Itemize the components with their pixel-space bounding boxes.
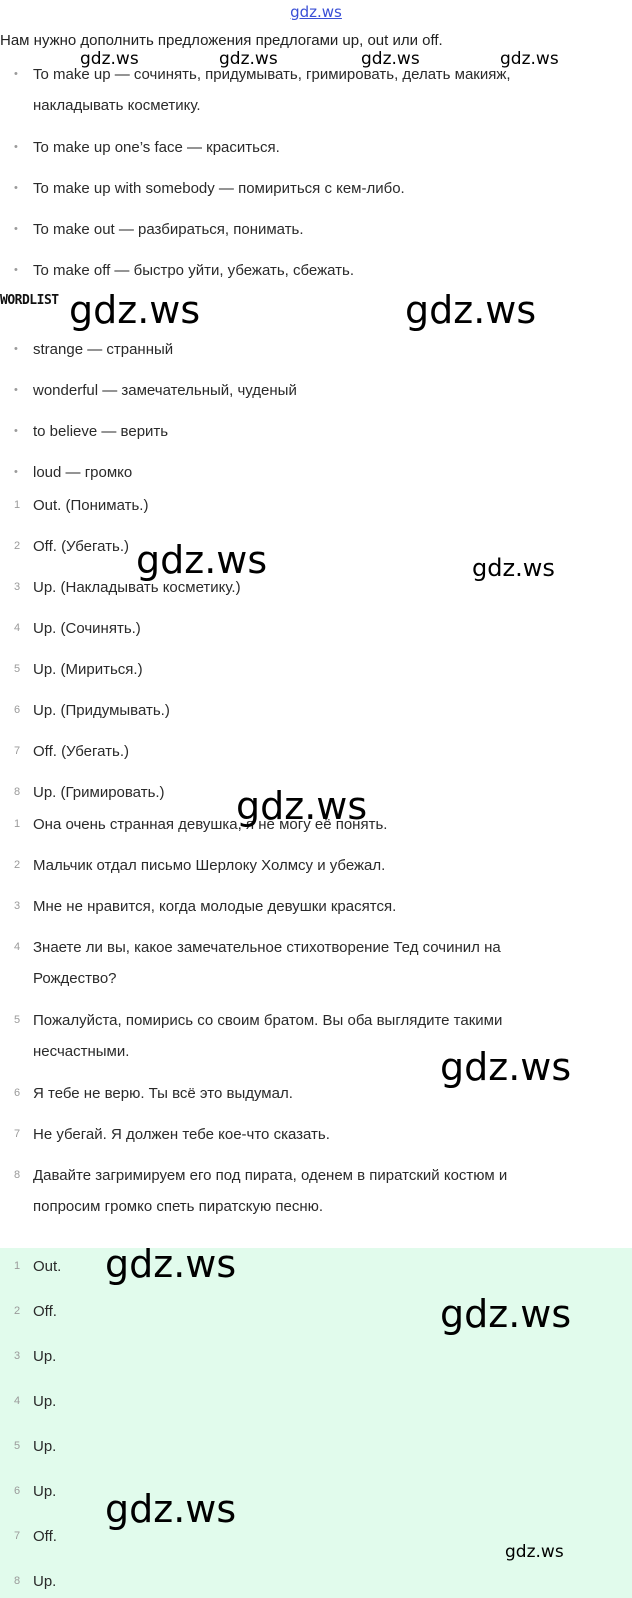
item-number: 1 xyxy=(14,499,21,511)
item-text: Up. (Придумывать.) xyxy=(33,702,170,719)
watermark: gdz.ws xyxy=(136,538,268,582)
watermark: gdz.ws xyxy=(440,1045,572,1089)
item-number: 1 xyxy=(14,818,21,830)
item-number: 7 xyxy=(14,745,21,757)
item-number: 8 xyxy=(14,1169,21,1181)
watermark: gdz.ws xyxy=(500,49,559,69)
item-text: Up. xyxy=(33,1573,57,1590)
bullet-icon: • xyxy=(14,466,18,478)
watermark: gdz.ws xyxy=(505,1542,564,1562)
item-text: To make out — разбираться, понимать. xyxy=(33,221,304,238)
item-text: To make up — сочинять, придумывать, гримировать, делать макияж, xyxy=(33,66,511,83)
final-answer-item xyxy=(0,1476,600,1507)
item-text: Up. xyxy=(33,1393,57,1410)
item-number: 7 xyxy=(14,1530,21,1542)
watermark: gdz.ws xyxy=(219,49,278,69)
item-number: 4 xyxy=(14,622,21,634)
wordlist-item xyxy=(0,375,600,406)
item-number: 5 xyxy=(14,663,21,675)
item-text: loud — громко xyxy=(33,464,133,481)
item-text: Out. (Понимать.) xyxy=(33,497,149,514)
item-text: Off. xyxy=(33,1528,57,1545)
answer-item xyxy=(0,736,600,767)
item-number: 8 xyxy=(14,1575,21,1587)
item-number: 6 xyxy=(14,1485,21,1497)
definition-item xyxy=(0,132,600,163)
item-text: Знаете ли вы, какое замечательное стихотворение Тед сочинил на xyxy=(33,939,501,956)
final-answer-item xyxy=(0,1386,600,1417)
item-text: Up. xyxy=(33,1348,57,1365)
item-number: 6 xyxy=(14,704,21,716)
definition-item xyxy=(0,214,600,245)
item-number: 1 xyxy=(14,1260,21,1272)
bullet-icon: • xyxy=(14,68,18,80)
translation-item xyxy=(0,891,600,922)
item-number: 2 xyxy=(14,1305,21,1317)
item-number: 4 xyxy=(14,941,21,953)
translation-item xyxy=(0,1160,600,1222)
item-text: Не убегай. Я должен тебе кое-что сказать. xyxy=(33,1126,330,1143)
answer-item xyxy=(0,695,600,726)
item-text: Она очень странная девушка, я не могу её понять. xyxy=(33,816,388,833)
final-answer-item xyxy=(0,1431,600,1462)
watermark: gdz.ws xyxy=(80,49,139,69)
definition-item xyxy=(0,173,600,204)
translation-item xyxy=(0,850,600,881)
wordlist-item xyxy=(0,416,600,447)
wordlist-heading: WORDLIST xyxy=(0,293,59,308)
item-number: 5 xyxy=(14,1440,21,1452)
item-text: Up. (Накладывать косметику.) xyxy=(33,579,241,596)
item-text: wonderful — замечательный, чуденый xyxy=(33,382,297,399)
bullet-icon: • xyxy=(14,384,18,396)
watermark: gdz.ws xyxy=(440,1292,572,1336)
watermark: gdz.ws xyxy=(361,49,420,69)
item-number: 4 xyxy=(14,1395,21,1407)
item-text: попросим громко спеть пиратскую песню. xyxy=(33,1198,324,1215)
item-text: Out. xyxy=(33,1258,62,1275)
item-number: 5 xyxy=(14,1014,21,1026)
bullet-icon: • xyxy=(14,425,18,437)
item-text: Up. xyxy=(33,1438,57,1455)
item-text: Off. xyxy=(33,1303,57,1320)
bullet-icon: • xyxy=(14,264,18,276)
watermark: gdz.ws xyxy=(472,554,555,582)
watermark: gdz.ws xyxy=(236,784,368,828)
translation-item xyxy=(0,1119,600,1150)
watermark: gdz.ws xyxy=(105,1242,237,1286)
wordlist-item xyxy=(0,457,600,488)
answer-item xyxy=(0,613,600,644)
answer-item xyxy=(0,490,600,521)
item-text: Up. (Мириться.) xyxy=(33,661,143,678)
item-text: strange — странный xyxy=(33,341,174,358)
item-text: Пожалуйста, помирись со своим братом. Вы оба выглядите такими xyxy=(33,1012,503,1029)
translation-item xyxy=(0,932,600,994)
item-number: 7 xyxy=(14,1128,21,1140)
item-text: Мне не нравится, когда молодые девушки красятся. xyxy=(33,898,397,915)
item-text: Off. (Убегать.) xyxy=(33,538,130,555)
item-text: Up. (Гримировать.) xyxy=(33,784,165,801)
final-answer-item xyxy=(0,1341,600,1372)
item-text: Рождество? xyxy=(33,970,117,987)
item-text: несчастными. xyxy=(33,1043,130,1060)
final-answer-item xyxy=(0,1566,600,1597)
wordlist-item xyxy=(0,334,600,365)
bullet-icon: • xyxy=(14,343,18,355)
bullet-icon: • xyxy=(14,223,18,235)
item-text: Up. xyxy=(33,1483,57,1500)
item-text: Мальчик отдал письмо Шерлоку Холмсу и убежал. xyxy=(33,857,386,874)
watermark: gdz.ws xyxy=(69,288,201,332)
item-number: 2 xyxy=(14,859,21,871)
site-logo-link[interactable]: gdz.ws xyxy=(290,3,342,21)
item-text: To make up with somebody — помириться с кем-либо. xyxy=(33,180,405,197)
item-number: 6 xyxy=(14,1087,21,1099)
item-text: накладывать косметику. xyxy=(33,97,201,114)
item-text: Я тебе не верю. Ты всё это выдумал. xyxy=(33,1085,293,1102)
item-text: To make off — быстро уйти, убежать, сбежать. xyxy=(33,262,354,279)
definition-item xyxy=(0,255,600,286)
item-number: 3 xyxy=(14,900,21,912)
item-number: 3 xyxy=(14,1350,21,1362)
item-number: 3 xyxy=(14,581,21,593)
item-number: 2 xyxy=(14,540,21,552)
item-text: Up. (Сочинять.) xyxy=(33,620,141,637)
intro-text: Нам нужно дополнить предложения предлогами up, out или off. xyxy=(0,32,443,49)
bullet-icon: • xyxy=(14,141,18,153)
final-answer-item xyxy=(0,1251,600,1282)
watermark: gdz.ws xyxy=(105,1487,237,1531)
item-text: Давайте загримируем его под пирата, оденем в пиратский костюм и xyxy=(33,1167,508,1184)
item-text: To make up one’s face — краситься. xyxy=(33,139,280,156)
bullet-icon: • xyxy=(14,182,18,194)
answer-item xyxy=(0,654,600,685)
item-number: 8 xyxy=(14,786,21,798)
watermark: gdz.ws xyxy=(405,288,537,332)
item-text: to believe — верить xyxy=(33,423,169,440)
item-text: Off. (Убегать.) xyxy=(33,743,130,760)
